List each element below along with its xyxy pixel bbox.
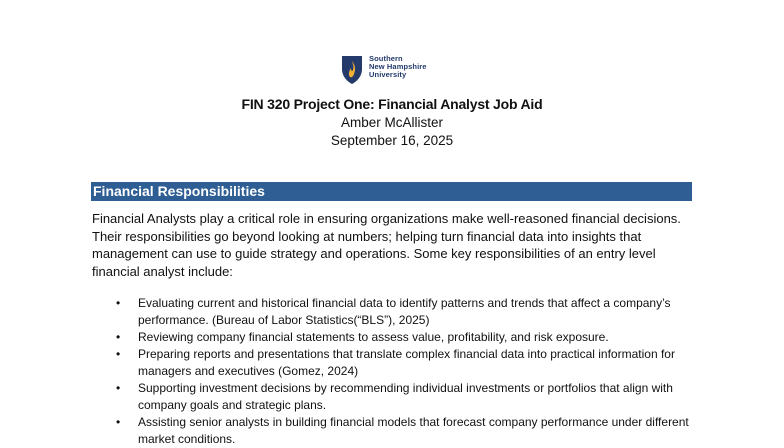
bullet-icon: •: [116, 415, 121, 429]
document-title: FIN 320 Project One: Financial Analyst Job Aid: [241, 96, 543, 112]
bullet-icon: •: [116, 330, 121, 344]
list-item: [92, 329, 692, 346]
responsibilities-list: [92, 295, 692, 448]
logo-wordmark: [369, 55, 427, 79]
section-intro-paragraph: Financial Analysts play a critical role in ensuring organizations make well-reasoned financial decisions. Their responsibilities go beyond looking at numbers; helping turn financial data into insights that management can use to guide strategy and operations. Some key responsibilities of an entry level financial analyst include:: [92, 211, 681, 279]
snhu-logo: [340, 55, 427, 85]
list-item: [92, 346, 692, 380]
list-item: [92, 414, 692, 448]
list-item: [92, 295, 692, 329]
list-item: [92, 380, 692, 414]
list-item-text: Supporting investment decisions by recommending individual investments or portfolios that align with company goals and strategic plans.: [138, 381, 673, 412]
list-item-text: Reviewing company financial statements to assess value, profitability, and risk exposure.: [138, 330, 609, 344]
document-date: September 16, 2025: [330, 133, 454, 148]
logo-line-3: University: [369, 70, 407, 79]
bullet-icon: •: [116, 296, 121, 310]
document-author: Amber McAllister: [340, 115, 443, 130]
list-item-text: Evaluating current and historical financial data to identify patterns and trends that affect a company’s performance. (Bureau of Labor Statistics(“BLS”), 2025): [138, 296, 671, 327]
logo-line-2: New Hampshire: [369, 62, 427, 71]
bullet-icon: •: [116, 347, 121, 361]
list-item-text: Assisting senior analysts in building financial models that forecast company performance under different market conditions.: [138, 415, 689, 446]
section-heading: Financial Responsibilities: [91, 182, 692, 201]
bullet-icon: •: [116, 381, 121, 395]
list-item-text: Preparing reports and presentations that translate complex financial data into practical information for managers and executives (Gomez, 2024): [138, 347, 675, 378]
logo-line-1: Southern: [369, 54, 403, 63]
snhu-shield-icon: [340, 55, 364, 85]
